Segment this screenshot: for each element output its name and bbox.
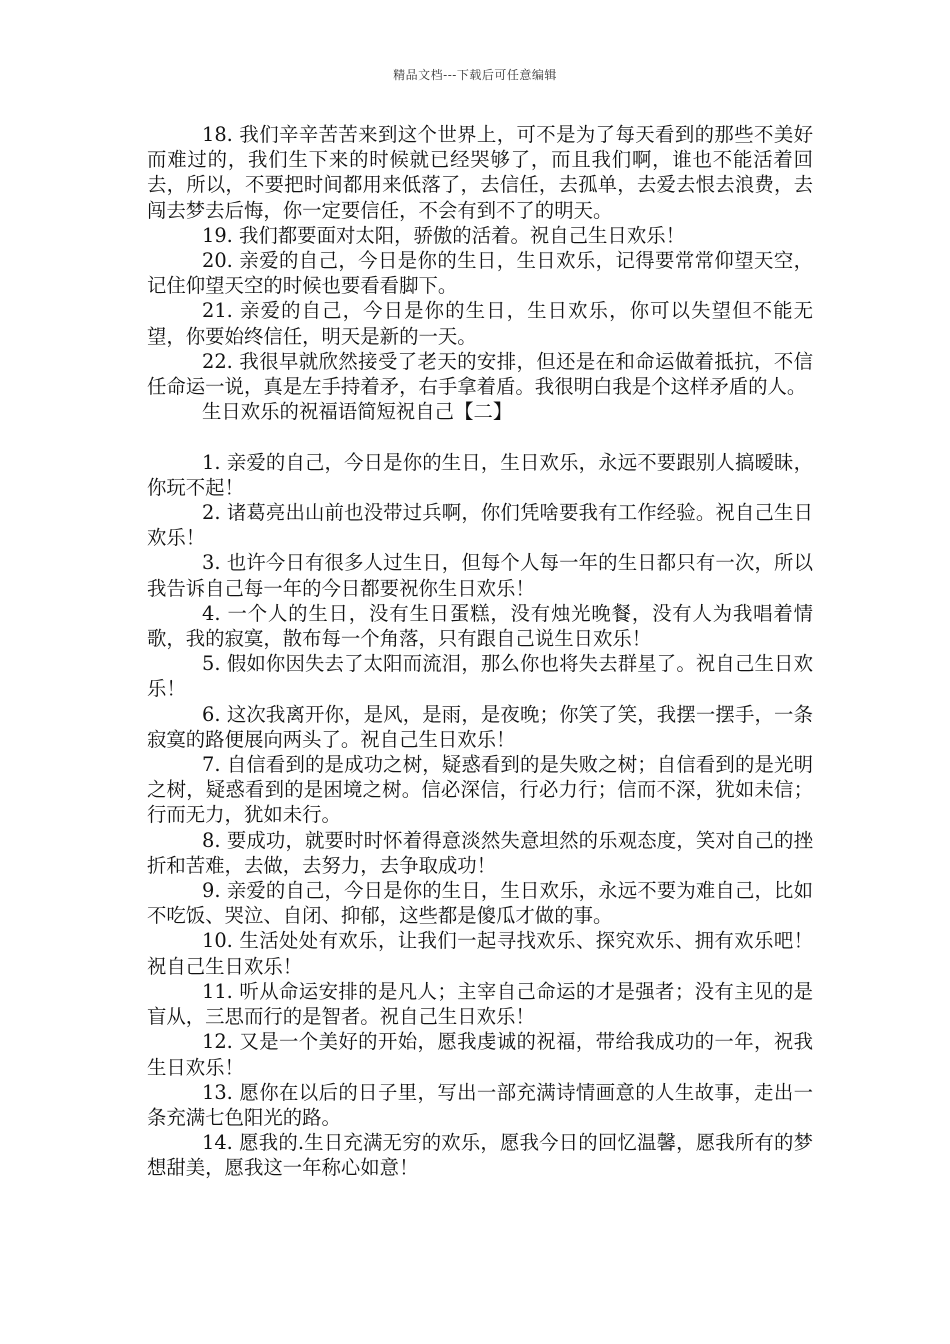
document-body — [147, 122, 813, 1181]
section-title: 生日欢乐的祝福语简短祝自己【二】 — [202, 400, 513, 424]
paragraph-4: 4. 一个人的生日，没有生日蛋糕，没有烛光晚餐，没有人为我唱着情歌，我的寂寞，散布每一个角落，只有跟自己说生日欢乐！ — [147, 601, 813, 651]
paragraph-8: 8. 要成功，就要时时怀着得意淡然失意坦然的乐观态度，笑对自己的挫折和苦难，去做，去努力，去争取成功！ — [147, 828, 813, 877]
paragraph-13: 13. 愿你在以后的日子里，写出一部充满诗情画意的人生故事，走出一条充满七色阳光的路。 — [147, 1080, 813, 1129]
paragraph-19: 19. 我们都要面对太阳，骄傲的活着。祝自己生日欢乐！ — [202, 223, 685, 247]
paragraph-6: 6. 这次我离开你，是风，是雨，是夜晚；你笑了笑，我摆一摆手，一条寂寞的路便展向两头了。祝自己生日欢乐！ — [147, 702, 813, 751]
paragraph-20: 20. 亲爱的自己，今日是你的生日，生日欢乐，记得要常常仰望天空，记住仰望天空的时候也要看看脚下。 — [147, 249, 813, 298]
paragraph-12: 12. 又是一个美好的开始，愿我虔诚的祝福，带给我成功的一年，祝我生日欢乐！ — [147, 1030, 813, 1079]
paragraph-7: 7. 自信看到的是成功之树，疑惑看到的是失败之树；自信看到的是光明之树，疑惑看到的是困境之树。信必深信，行必力行；信而不深，犹如未信；行而无力，犹如未行。 — [147, 753, 813, 827]
paragraph-14: 14. 愿我的.生日充满无穷的欢乐，愿我今日的回忆温馨，愿我所有的梦想甜美，愿我这一年称心如意！ — [147, 1131, 813, 1180]
paragraph-21: 21. 亲爱的自己，今日是你的生日，生日欢乐，你可以失望但不能无望，你要始终信任，明天是新的一天。 — [147, 299, 813, 348]
paragraph-11: 11. 听从命运安排的是凡人；主宰自己命运的才是强者；没有主见的是盲从，三思而行的是智者。祝自己生日欢乐！ — [147, 979, 813, 1029]
page-header: 精品文档---下载后可任意编辑 — [393, 68, 557, 82]
paragraph-18: 18. 我们辛辛苦苦来到这个世界上，可不是为了每天看到的那些不美好而难过的，我们生下来的时候就已经哭够了，而且我们啊，谁也不能活着回去，所以，不要把时间都用来低落了，去信任，去孤单，去爱去恨去浪费，去闯去梦去后悔，你一定要信任，不会有到不了的明天。 — [147, 123, 813, 222]
paragraph-22: 22. 我很早就欣然接受了老天的安排，但还是在和命运做着抵抗，不信任命运一说，真是左手持着矛，右手拿着盾。我很明白我是个这样矛盾的人。 — [147, 349, 813, 399]
paragraph-5: 5. 假如你因失去了太阳而流泪，那么你也将失去群星了。祝自己生日欢乐！ — [147, 652, 813, 701]
paragraph-3: 3. 也许今日有很多人过生日，但每个人每一年的生日都只有一次，所以我告诉自己每一年的今日都要祝你生日欢乐！ — [147, 551, 813, 600]
paragraph-10: 10. 生活处处有欢乐，让我们一起寻找欢乐、探究欢乐、拥有欢乐吧！祝自己生日欢乐！ — [147, 929, 813, 978]
paragraph-9: 9. 亲爱的自己，今日是你的生日，生日欢乐，永远不要为难自己，比如不吃饭、哭泣、自闭、抑郁，这些都是傻瓜才做的事。 — [147, 879, 813, 928]
paragraph-2: 2. 诸葛亮出山前也没带过兵啊，你们凭啥要我有工作经验。祝自己生日欢乐！ — [147, 501, 813, 550]
paragraph-1: 1. 亲爱的自己，今日是你的生日，生日欢乐，永远不要跟别人搞暧昧，你玩不起！ — [147, 450, 813, 499]
